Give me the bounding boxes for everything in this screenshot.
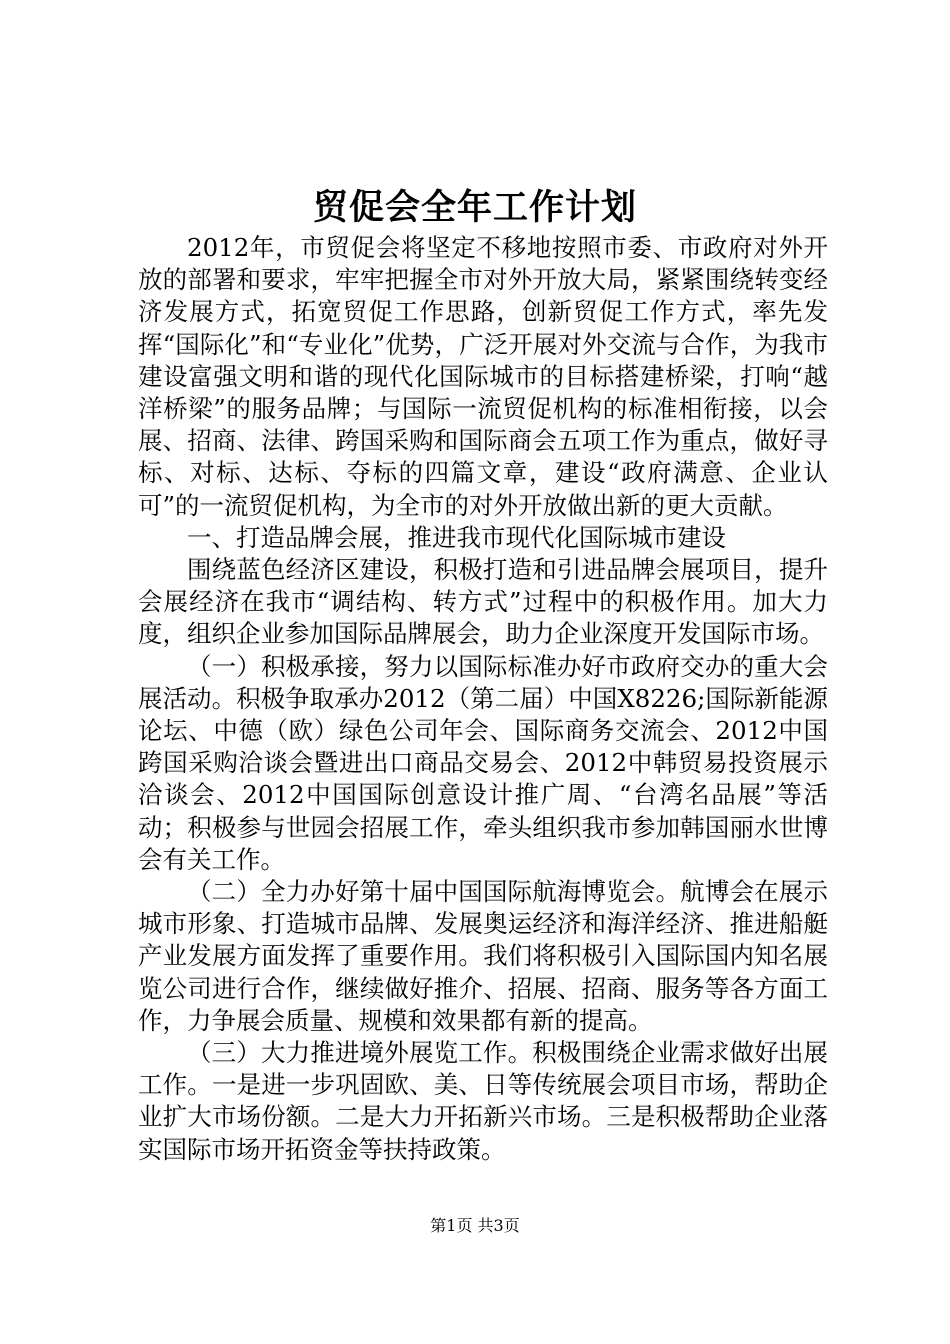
document-body [138, 232, 828, 1166]
section-1-paragraph: 围绕蓝色经济区建设，积极打造和引进品牌会展项目，提升会展经济在我市“调结构、转方式”过程中的积极作用。加大力度，组织企业参加国际品牌展会，助力企业深度开发国际市场。 [138, 555, 828, 649]
section-heading-1: 一、打造品牌会展，推进我市现代化国际城市建设 [187, 522, 726, 552]
item-2-paragraph: （二）全力办好第十届中国国际航海博览会。航博会在展示城市形象、打造城市品牌、发展奥运经济和海洋经济、推进船艇产业发展方面发挥了重要作用。我们将积极引入国际国内知名展览公司进行合作，继续做好推介、招展、招商、服务等各方面工作，力争展会质量、规模和效果都有新的提高。 [138, 877, 828, 1035]
item-1-paragraph: （一）积极承接，努力以国际标准办好市政府交办的重大会展活动。积极争取承办2012（第二届）中国X8226;国际新能源论坛、中德（欧）绿色公司年会、国际商务交流会、2012中国跨国采购洽谈会暨进出口商品交易会、2012中韩贸易投资展示洽谈会、2012中国国际创意设计推广周、“台湾名品展”等活动；积极参与世园会招展工作，牵头组织我市参加韩国丽水世博会有关工作。 [138, 651, 828, 874]
document-title: 贸促会全年工作计划 [312, 187, 637, 228]
item-3-paragraph: （三）大力推进境外展览工作。积极围绕企业需求做好出展工作。一是进一步巩固欧、美、日等传统展会项目市场，帮助企业扩大市场份额。二是大力开拓新兴市场。三是积极帮助企业落实国际市场开拓资金等扶持政策。 [138, 1038, 828, 1164]
intro-paragraph: 2012年，市贸促会将坚定不移地按照市委、市政府对外开放的部署和要求，牢牢把握全市对外开放大局，紧紧围绕转变经济发展方式，拓宽贸促工作思路，创新贸促工作方式，率先发挥“国际化”和“专业化”优势，广泛开展对外交流与合作，为我市建设富强文明和谐的现代化国际城市的目标搭建桥梁，打响“越洋桥梁”的服务品牌；与国际一流贸促机构的标准相衔接，以会展、招商、法律、跨国采购和国际商会五项工作为重点，做好寻标、对标、达标、夺标的四篇文章，建设“政府满意、企业认可”的一流贸促机构，为全市的对外开放做出新的更大贡献。 [138, 233, 828, 520]
page-number-footer: 第1页 共3页 [430, 1216, 520, 1235]
